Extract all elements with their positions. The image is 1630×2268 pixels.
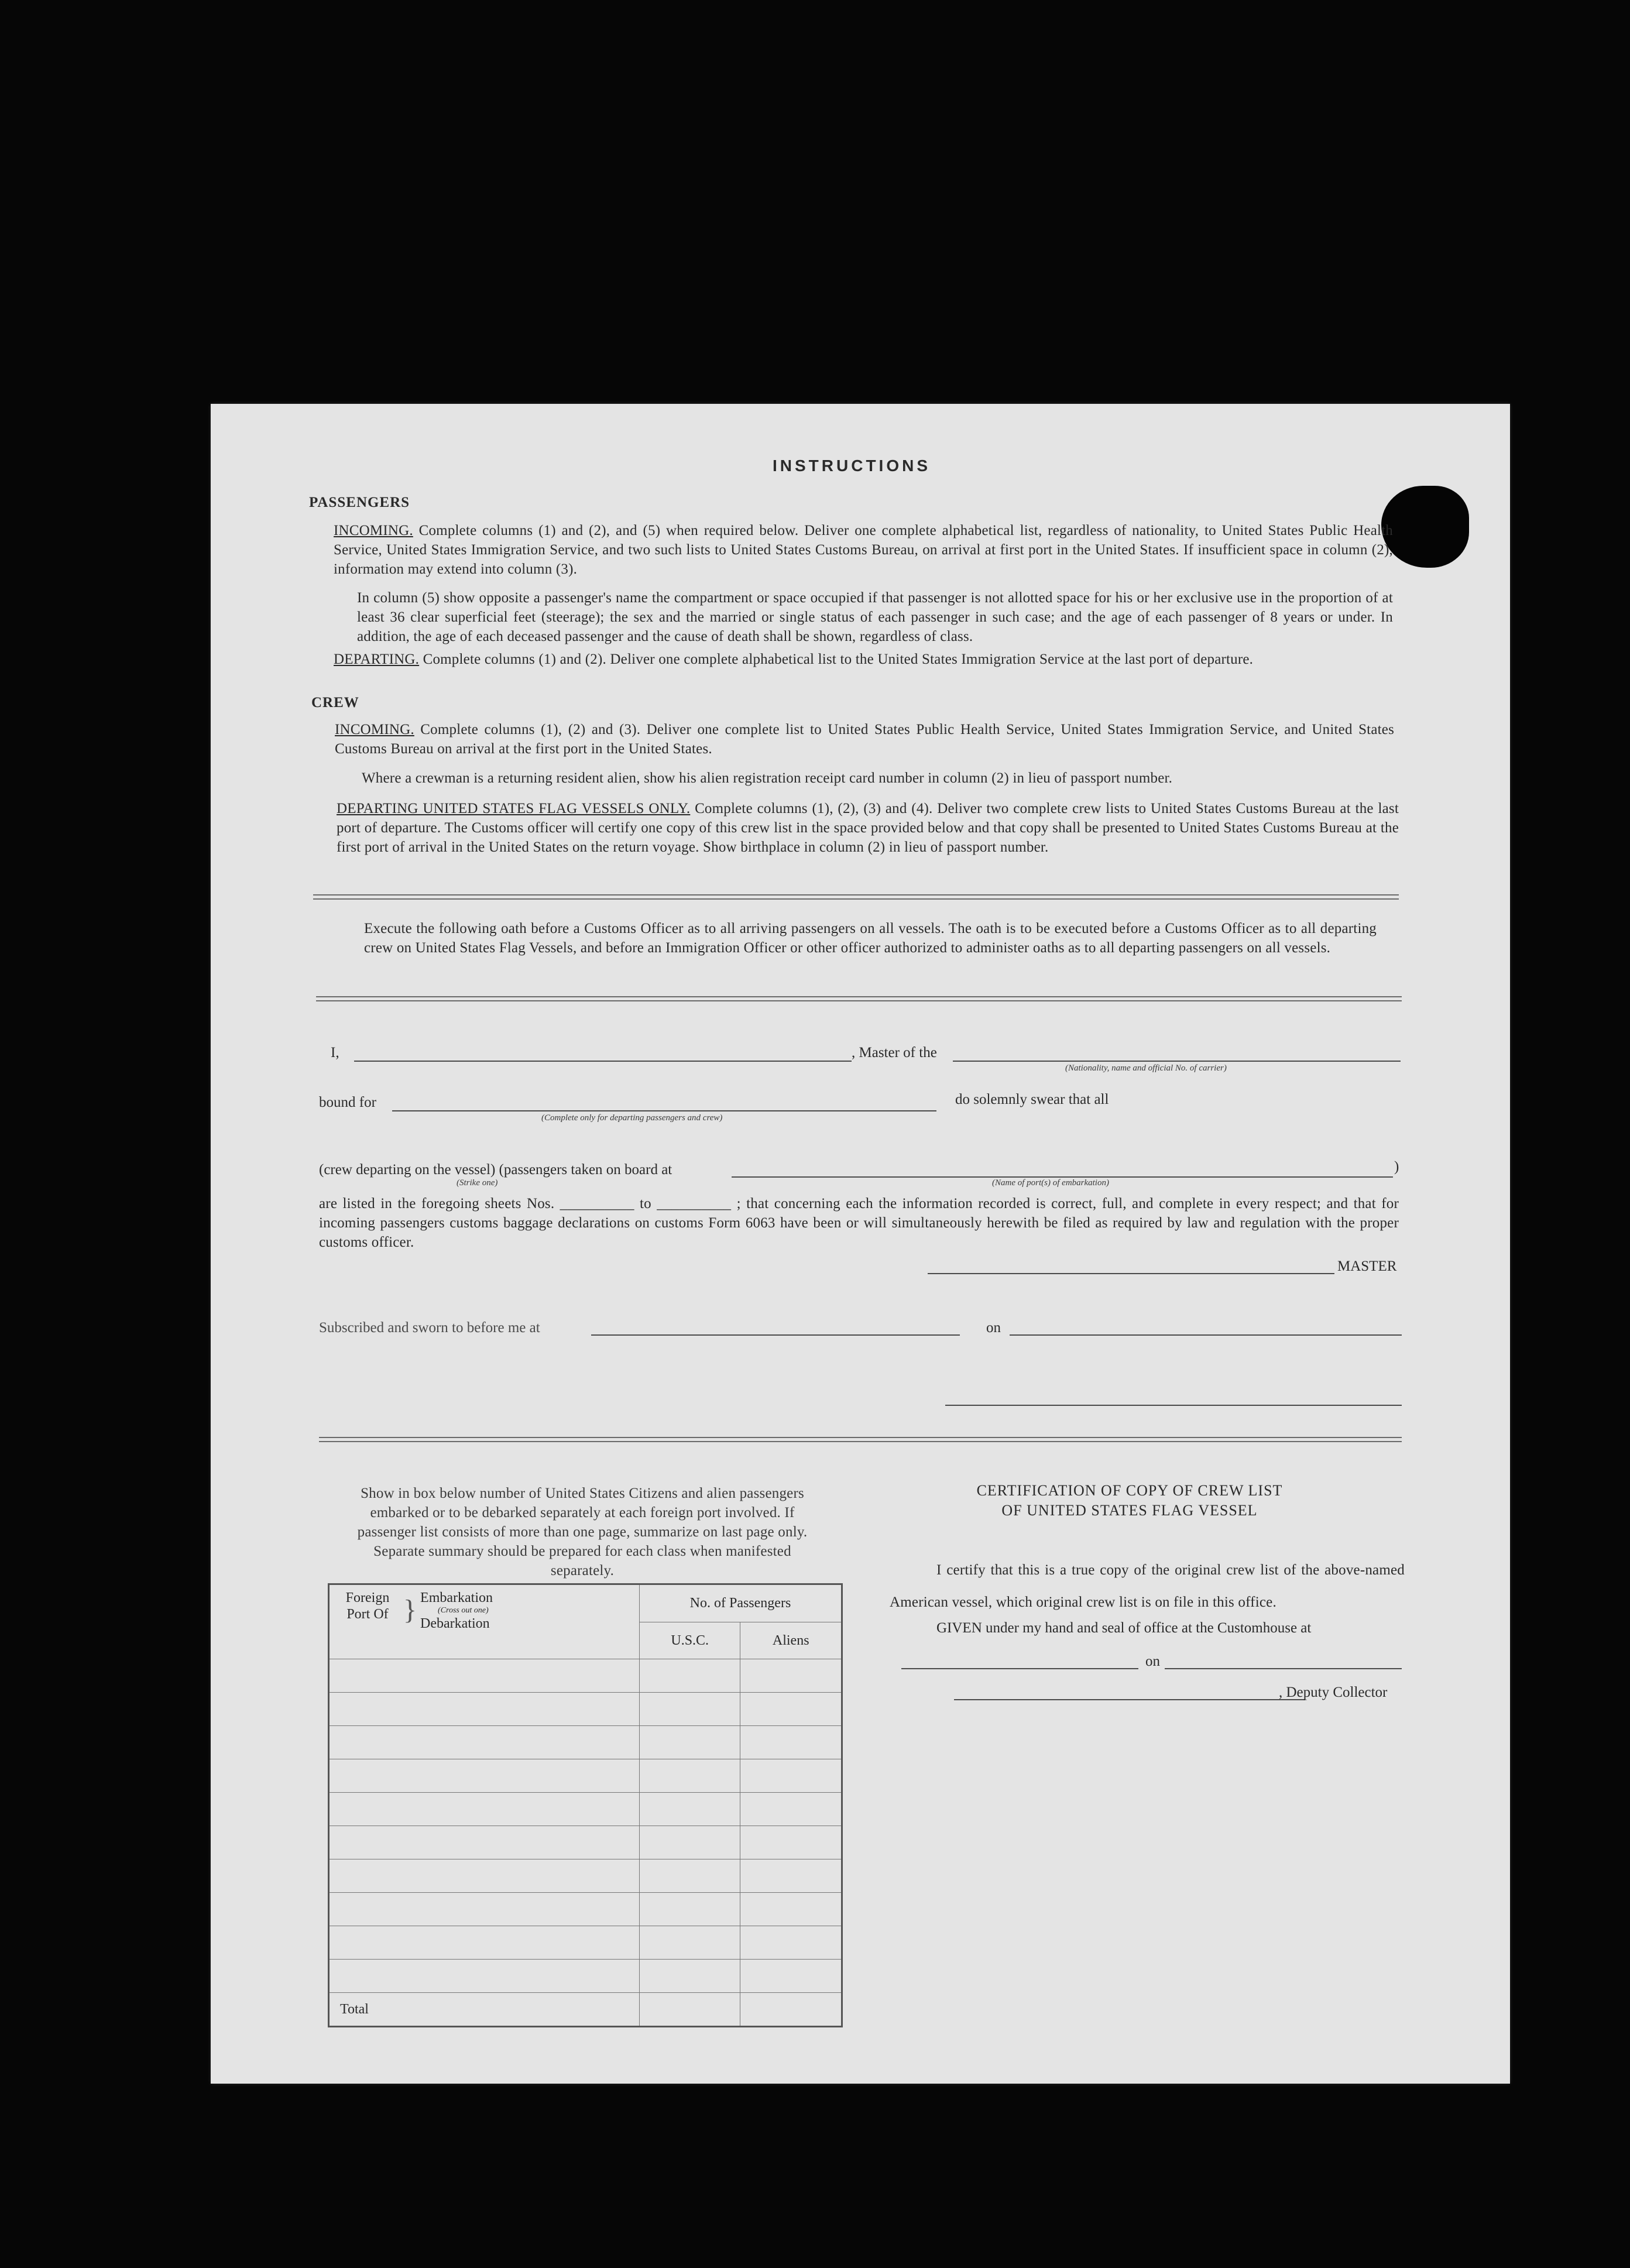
cross-out-note: (Cross out one) [438, 1606, 489, 1615]
close-paren: ) [1394, 1159, 1399, 1175]
sworn-at-line[interactable] [591, 1334, 960, 1336]
master-name-line[interactable] [354, 1061, 852, 1062]
divider-2 [316, 996, 1402, 1001]
table-row[interactable] [329, 1960, 842, 1993]
table-header-row [329, 1584, 842, 1622]
brace-icon: } [403, 1594, 417, 1625]
oath-i-label: I, [331, 1045, 339, 1061]
table-row[interactable] [329, 1759, 842, 1793]
master-of-label: , Master of the [852, 1045, 937, 1061]
certification-title-line2: OF UNITED STATES FLAG VESSEL [1001, 1502, 1258, 1519]
passengers-incoming-text: Complete columns (1) and (2), and (5) when required below. Deliver one complete alphabetical list, regardless of nationality, to United States Public Health Service, United States Immigration Service, and two such lists to United States Customs Bureau, on arrival at first port in the United States. If insufficient space in column (2), information may extend into column (3). [334, 523, 1393, 577]
oath-intro: Execute the following oath before a Customs Officer as to all arriving passengers on all vessels. The oath is to be executed before a Customs Officer as to all departing crew on United States Flag Vessels, and before an Immigration Officer or other officer authorized to administer oaths as to all departing passengers on all vessels. [364, 921, 1377, 956]
listed-paragraph: are listed in the foregoing sheets Nos. __________ to __________ ; that concerning each the information recorded is correct, full, and complete in every respect; and that for incoming passengers customs baggage declarations on customs Form 6063 have been or will simultaneously herewith be filed as required by law and regulation with the proper customs officer. [319, 1196, 1399, 1250]
swear-label: do solemnly swear that all [955, 1092, 1109, 1107]
passengers-column5-paragraph: In column (5) show opposite a passenger's name the compartment or space occupied if that passenger is not allotted space for his or her exclusive use in the proportion of at least 36 clear superficial feet (steerage); the sex and the married or single status of each passenger in such case; and the age of each passenger of 8 years or under. In addition, the age of each deceased passenger and the cause of death shall be shown, regardless of class. [357, 590, 1393, 644]
crew-resident-paragraph: Where a crewman is a returning resident alien, show his alien registration receipt card number in column (2) in lieu of passport number. [362, 770, 1173, 786]
total-label: Total [329, 1993, 640, 2027]
strike-note: (Strike one) [457, 1178, 498, 1188]
table-row[interactable] [329, 1659, 842, 1693]
given-label: GIVEN under my hand and seal of office at the Customhouse at [936, 1620, 1312, 1636]
sworn-on-label: on [986, 1320, 1001, 1336]
master-signature-line[interactable] [928, 1273, 1334, 1274]
document-title: INSTRUCTIONS [773, 457, 931, 475]
certification-title-line1: CERTIFICATION OF COPY OF CREW LIST [976, 1482, 1283, 1499]
cert-on-label: on [1145, 1653, 1160, 1669]
certify-paragraph: I certify that this is a true copy of the original crew list of the above-named American vessel, which original crew list is on file in this office. [890, 1562, 1405, 1610]
crew-departing-label-oath: (crew departing on the vessel) (passengers taken on board at [319, 1162, 672, 1178]
embarkation-line[interactable] [732, 1176, 1393, 1178]
port-note: (Name of port(s) of embarkation) [992, 1178, 1109, 1188]
master-label: MASTER [1337, 1258, 1397, 1274]
table-row[interactable] [329, 1926, 842, 1960]
crew-departing-label: DEPARTING UNITED STATES FLAG VESSELS ONLY. [337, 801, 691, 816]
usc-header: U.S.C. [639, 1622, 740, 1659]
passengers-departing-label: DEPARTING. [334, 651, 420, 667]
passenger-summary-table [328, 1583, 843, 2027]
bound-note: (Complete only for departing passengers and crew) [541, 1113, 723, 1123]
divider-3 [319, 1437, 1402, 1442]
table-row[interactable] [329, 1793, 842, 1826]
carrier-line[interactable] [953, 1061, 1401, 1062]
crew-departing-paragraph [337, 799, 1399, 857]
passengers-incoming-paragraph [334, 521, 1393, 579]
deputy-signature-line[interactable] [954, 1699, 1305, 1700]
customhouse-line[interactable] [901, 1668, 1138, 1669]
bound-for-label: bound for [319, 1094, 376, 1110]
cert-date-line[interactable] [1165, 1668, 1402, 1669]
crew-departing-text: Complete columns (1), (2), (3) and (4). Deliver two complete crew lists to United States Customs Bureau at the last port of departure. The Customs officer will certify one copy of this crew list in the space provided below and that copy shall be presented to United States Customs Bureau at the first port of arrival in the United States on the return voyage. Show birthplace in column (2) in lieu of passport number. [337, 801, 1399, 855]
passengers-departing-paragraph [334, 650, 1393, 669]
crew-heading: CREW [311, 695, 359, 711]
port-header-cell [329, 1584, 640, 1659]
debarkation-header: Debarkation [420, 1616, 490, 1631]
passengers-incoming-label: INCOMING. [334, 523, 413, 538]
document-sheet [211, 404, 1510, 2084]
sworn-on-line[interactable] [1010, 1334, 1402, 1336]
summary-text: Show in box below number of United States Citizens and alien passengers embarked or to be debarked separately at each foreign port involved. If passenger list consists of more than one page, summarize on last page only. Separate summary should be prepared for each class when manifested separately. [357, 1485, 808, 1579]
passengers-heading: PASSENGERS [309, 495, 410, 510]
embarkation-header: Embarkation [420, 1590, 493, 1605]
certification-title [901, 1481, 1358, 1521]
table-row[interactable] [329, 1693, 842, 1726]
officer-signature-line[interactable] [945, 1405, 1402, 1406]
deputy-label: , Deputy Collector [1279, 1684, 1388, 1700]
crew-incoming-text: Complete columns (1), (2) and (3). Deliver one complete list to United States Public Health Service, United States Immigration Service, and United States Customs Bureau on arrival at the first port in the United States. [335, 722, 1394, 757]
passengers-departing-text: Complete columns (1) and (2). Deliver one complete alphabetical list to the United States Immigration Service at the last port of departure. [423, 651, 1254, 667]
subscribed-label: Subscribed and sworn to before me at [319, 1320, 540, 1336]
crew-incoming-label: INCOMING. [335, 722, 414, 737]
foreign-port-header: Foreign Port Of [345, 1590, 390, 1622]
table-row[interactable] [329, 1893, 842, 1926]
ink-blot [1381, 486, 1469, 568]
passengers-header: No. of Passengers [639, 1584, 842, 1622]
divider-1 [313, 894, 1399, 900]
table-row[interactable] [329, 1826, 842, 1859]
aliens-header: Aliens [740, 1622, 842, 1659]
crew-incoming-paragraph [335, 720, 1394, 759]
bound-for-line[interactable] [392, 1110, 936, 1111]
table-row[interactable] [329, 1859, 842, 1893]
total-row [329, 1993, 842, 2027]
nationality-note: (Nationality, name and official No. of carrier) [1065, 1063, 1227, 1073]
table-row[interactable] [329, 1726, 842, 1759]
